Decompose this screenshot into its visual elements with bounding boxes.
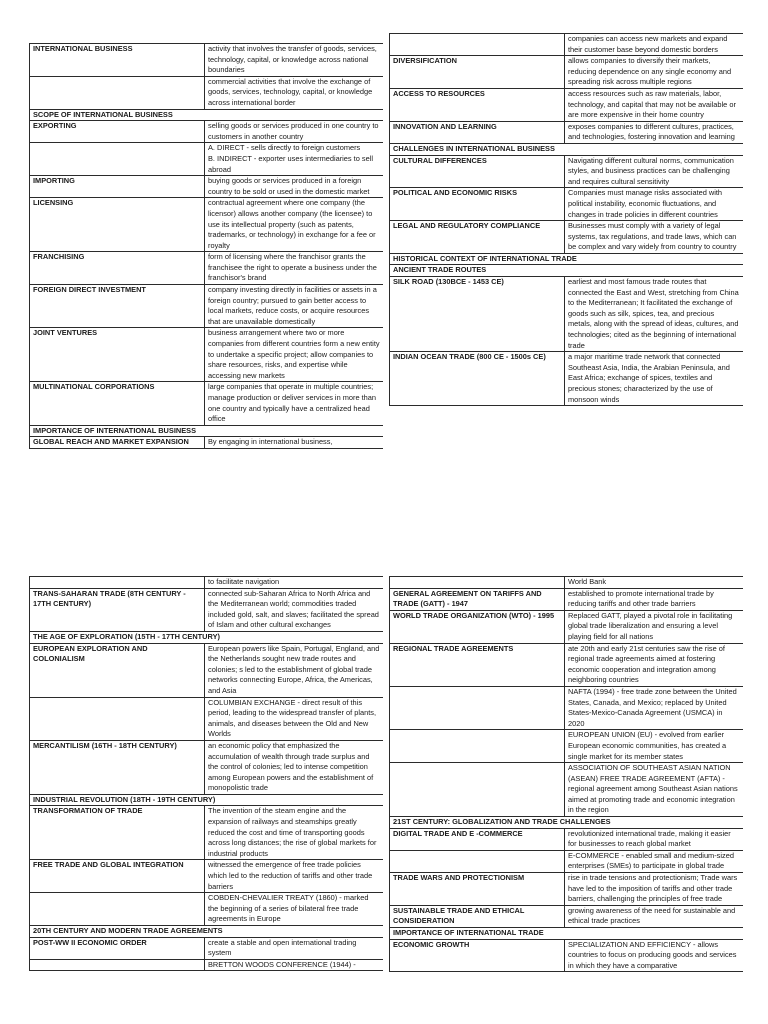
notes-panel-bottom-left	[29, 576, 383, 1024]
table-body	[30, 44, 384, 449]
term-cell: FREE TRADE AND GLOBAL INTEGRATION	[30, 860, 205, 893]
term-cell: INTERNATIONAL BUSINESS	[30, 44, 205, 77]
term-cell: WORLD TRADE ORGANIZATION (WTO) - 1995	[390, 610, 565, 643]
section-header: SCOPE OF INTERNATIONAL BUSINESS	[30, 109, 384, 121]
section-header-row	[30, 109, 384, 121]
notes-panel-top-right	[389, 33, 743, 508]
table-row	[390, 277, 744, 352]
table-row	[390, 873, 744, 906]
table-body	[390, 34, 744, 406]
table-row	[30, 860, 384, 893]
section-header-row	[390, 817, 744, 829]
table-row	[390, 905, 744, 927]
table-row	[30, 806, 384, 860]
term-cell: INDIAN OCEAN TRADE (800 CE - 1500s CE)	[390, 352, 565, 406]
table-row	[390, 188, 744, 221]
definition-cell: selling goods or services produced in one country to customers in another country	[205, 121, 384, 143]
table-row	[390, 730, 744, 763]
definition-cell: established to promote international trade by reducing tariffs and other trade barriers	[565, 588, 744, 610]
table-row	[390, 155, 744, 188]
table-row	[390, 34, 744, 56]
table-row	[30, 437, 384, 449]
term-cell: LICENSING	[30, 198, 205, 252]
definition-cell: Navigating different cultural norms, communication styles, and business practices can be challenging and requires cultural sensitivity	[565, 155, 744, 188]
section-header: CHALLENGES IN INTERNATIONAL BUSINESS	[390, 143, 744, 155]
term-cell	[390, 577, 565, 589]
definition-cell: Replaced GATT, played a pivotal role in facilitating global trade liberalization and ensuring a level playing field for all nations	[565, 610, 744, 643]
term-cell: LEGAL AND REGULATORY COMPLIANCE	[390, 221, 565, 254]
table-body	[30, 577, 384, 971]
definition-cell: to facilitate navigation	[205, 577, 384, 589]
definition-cell: By engaging in international business,	[205, 437, 384, 449]
definition-cell: growing awareness of the need for sustainable and ethical trade practices	[565, 905, 744, 927]
table-row	[30, 577, 384, 589]
definition-cell: European powers like Spain, Portugal, England, and the Netherlands sought new trade routes and colonies; s led to the establishment of global trade networks connecting Europe, Africa, the Americas, and Asia	[205, 643, 384, 697]
table-row	[390, 56, 744, 89]
definition-cell: exposes companies to different cultures, practices, and technologies, fostering innovation and learning	[565, 121, 744, 143]
term-cell: TRANS-SAHARAN TRADE (8TH CENTURY - 17TH CENTURY)	[30, 588, 205, 631]
table-row	[390, 828, 744, 850]
term-cell: DIGITAL TRADE AND E -COMMERCE	[390, 828, 565, 850]
table-row	[390, 121, 744, 143]
term-cell: GENERAL AGREEMENT ON TARIFFS AND TRADE (GATT) - 1947	[390, 588, 565, 610]
notes-table	[389, 576, 743, 972]
section-header-row	[30, 794, 384, 806]
table-row	[30, 44, 384, 77]
definition-cell: COLUMBIAN EXCHANGE - direct result of this period, leading to the widespread transfer of plants, animals, and diseases between the Old and New Worlds	[205, 697, 384, 740]
term-cell: TRANSFORMATION OF TRADE	[30, 806, 205, 860]
section-header: IMPORTANCE OF INTERNATIONAL BUSINESS	[30, 425, 384, 437]
definition-cell: connected sub-Saharan Africa to North Africa and the Mediterranean world; commodities traded included gold, salt, and slaves; facilitated the spread of Islam and other cultural exchanges	[205, 588, 384, 631]
table-row	[390, 939, 744, 972]
term-cell: MULTINATIONAL CORPORATIONS	[30, 382, 205, 425]
definition-cell: BRETTON WOODS CONFERENCE (1944) -	[205, 959, 384, 971]
term-cell: ACCESS TO RESOURCES	[390, 88, 565, 121]
term-cell	[390, 850, 565, 872]
definition-cell: ate 20th and early 21st centuries saw the rise of regional trade agreements aimed at fostering economic cooperation and integration among neighboring countries	[565, 643, 744, 686]
term-cell	[30, 697, 205, 740]
term-cell	[390, 686, 565, 729]
table-row	[390, 352, 744, 406]
table-row	[30, 959, 384, 971]
term-cell	[390, 34, 565, 56]
table-row	[30, 328, 384, 382]
table-body	[390, 577, 744, 972]
term-cell	[30, 577, 205, 589]
section-header: ANCIENT TRADE ROUTES	[390, 265, 744, 277]
term-cell: SILK ROAD (130BCE - 1453 CE)	[390, 277, 565, 352]
definition-cell: activity that involves the transfer of goods, services, technology, capital, or knowledge across national boundaries	[205, 44, 384, 77]
definition-cell: Companies must manage risks associated with political instability, economic fluctuations, and changes in trade policies in different countries	[565, 188, 744, 221]
term-cell: EXPORTING	[30, 121, 205, 143]
section-header-row	[30, 631, 384, 643]
term-cell	[30, 959, 205, 971]
table-row	[30, 76, 384, 109]
table-row	[390, 610, 744, 643]
table-row	[390, 88, 744, 121]
definition-cell: NAFTA (1994) - free trade zone between the United States, Canada, and Mexico; replaced by United States-Mexico-Canada Agreement (USMCA) in 2020	[565, 686, 744, 729]
section-header-row	[30, 926, 384, 938]
table-row	[30, 121, 384, 143]
table-row	[30, 893, 384, 926]
notes-panel-bottom-right	[389, 576, 743, 1024]
section-header: 20TH CENTURY AND MODERN TRADE AGREEMENTS	[30, 926, 384, 938]
table-row	[390, 850, 744, 872]
definition-cell: A. DIRECT - sells directly to foreign customers B. INDIRECT - exporter uses intermediaries to sell abroad	[205, 143, 384, 176]
notes-table	[389, 33, 743, 406]
definition-cell: revolutionized international trade, making it easier for businesses to reach global market	[565, 828, 744, 850]
table-row	[30, 937, 384, 959]
table-row	[390, 643, 744, 686]
term-cell: TRADE WARS AND PROTECTIONISM	[390, 873, 565, 906]
definition-cell: buying goods or services produced in a foreign country to be sold or used in the domestic market	[205, 176, 384, 198]
table-row	[30, 643, 384, 697]
section-header-row	[30, 425, 384, 437]
definition-cell: allows companies to diversify their markets, reducing dependence on any single economy and spreading risk across multiple regions	[565, 56, 744, 89]
table-row	[390, 577, 744, 589]
definition-cell: a major maritime trade network that connected Southeast Asia, India, the Arabian Peninsula, and East Africa; exchange of spices, textiles and precious stones; characterized by the use of monsoon winds	[565, 352, 744, 406]
section-header: THE AGE OF EXPLORATION (15TH - 17TH CENTURY)	[30, 631, 384, 643]
notes-panel-top-left	[29, 43, 383, 508]
definition-cell: access resources such as raw materials, labor, technology, and capital that may not be available or are more expensive in their home country	[565, 88, 744, 121]
definition-cell: earliest and most famous trade routes that connected the East and West, stretching from China to the Mediterranean; It facilitated the exchange of goods such as silk, spices, tea, and precious metals, along with the spread of ideas, cultures, and technologies; cited as the beginning of international trade	[565, 277, 744, 352]
notes-table	[29, 576, 383, 971]
section-header-row	[390, 253, 744, 265]
notes-table	[29, 43, 383, 449]
table-row	[30, 382, 384, 425]
section-header: 21ST CENTURY: GLOBALIZATION AND TRADE CHALLENGES	[390, 817, 744, 829]
definition-cell: an economic policy that emphasized the accumulation of wealth through trade surplus and the control of colonies; led to intense competition among European powers and the establishment of monopolistic trade	[205, 740, 384, 794]
term-cell	[30, 76, 205, 109]
definition-cell: commercial activities that involve the exchange of goods, services, technology, capital, or knowledge across international border	[205, 76, 384, 109]
table-row	[30, 252, 384, 285]
definition-cell: form of licensing where the franchisor grants the franchisee the right to operate a business under the franchisor's brand	[205, 252, 384, 285]
term-cell: POLITICAL AND ECONOMIC RISKS	[390, 188, 565, 221]
definition-cell: create a stable and open international trading system	[205, 937, 384, 959]
table-row	[30, 198, 384, 252]
definition-cell: rise in trade tensions and protectionism; Trade wars have led to the imposition of tariffs and other trade barriers, challenging the principles of free trade	[565, 873, 744, 906]
definition-cell: COBDEN-CHEVALIER TREATY (1860) - marked the beginning of a series of bilateral free trade agreements in Europe	[205, 893, 384, 926]
definition-cell: E-COMMERCE - enabled small and medium-sized enterprises (SMEs) to participate in global trade	[565, 850, 744, 872]
term-cell: SUSTAINABLE TRADE AND ETHICAL CONSIDERATION	[390, 905, 565, 927]
table-row	[30, 176, 384, 198]
term-cell	[30, 143, 205, 176]
section-header: INDUSTRIAL REVOLUTION (18TH - 19TH CENTURY)	[30, 794, 384, 806]
section-header-row	[390, 265, 744, 277]
term-cell: INNOVATION AND LEARNING	[390, 121, 565, 143]
term-cell: ECONOMIC GROWTH	[390, 939, 565, 972]
table-row	[30, 285, 384, 328]
definition-cell: contractual agreement where one company (the licensor) allows another company (the licensee) to use its intellectual property (such as patents, trademarks, or technology) in exchange for a fee or royalty	[205, 198, 384, 252]
term-cell: POST-WW II ECONOMIC ORDER	[30, 937, 205, 959]
definition-cell: EUROPEAN UNION (EU) - evolved from earlier European economic communities, has created a single market for its member states	[565, 730, 744, 763]
definition-cell: companies can access new markets and expand their customer base beyond domestic borders	[565, 34, 744, 56]
definition-cell: The invention of the steam engine and the expansion of railways and steamships greatly reduced the cost and time of transporting goods across long distances; the rise of global markets for industrial products	[205, 806, 384, 860]
term-cell	[30, 893, 205, 926]
table-row	[30, 143, 384, 176]
term-cell: GLOBAL REACH AND MARKET EXPANSION	[30, 437, 205, 449]
definition-cell: company investing directly in facilities or assets in a foreign country; pursued to gain better access to local markets, reduce costs, or acquire resources that are unavailable domestically	[205, 285, 384, 328]
term-cell: MERCANTILISM (16TH - 18TH CENTURY)	[30, 740, 205, 794]
term-cell: EUROPEAN EXPLORATION AND COLONIALISM	[30, 643, 205, 697]
term-cell: CULTURAL DIFFERENCES	[390, 155, 565, 188]
definition-cell: business arrangement where two or more companies from different countries form a new entity to undertake a specific project; allow companies to share resources, risks, and expertise while accessing new markets	[205, 328, 384, 382]
definition-cell: World Bank	[565, 577, 744, 589]
definition-cell: Businesses must comply with a variety of legal systems, tax regulations, and trade laws, which can be complex and vary widely from country to country	[565, 221, 744, 254]
table-row	[30, 740, 384, 794]
definition-cell: SPECIALIZATION AND EFFICIENCY - allows countries to focus on producing goods and services in which they have a comparative	[565, 939, 744, 972]
term-cell	[390, 763, 565, 817]
table-row	[390, 763, 744, 817]
term-cell: FOREIGN DIRECT INVESTMENT	[30, 285, 205, 328]
term-cell: JOINT VENTURES	[30, 328, 205, 382]
table-row	[390, 588, 744, 610]
term-cell	[390, 730, 565, 763]
definition-cell: witnessed the emergence of free trade policies which led to the reduction of tariffs and other trade barriers	[205, 860, 384, 893]
definition-cell: large companies that operate in multiple countries; manage production or deliver services in more than one country and typically have a centralized head office	[205, 382, 384, 425]
table-row	[390, 686, 744, 729]
table-row	[390, 221, 744, 254]
section-header-row	[390, 928, 744, 940]
section-header-row	[390, 143, 744, 155]
term-cell: FRANCHISING	[30, 252, 205, 285]
term-cell: IMPORTING	[30, 176, 205, 198]
section-header: IMPORTANCE OF INTERNATIONAL TRADE	[390, 928, 744, 940]
section-header: HISTORICAL CONTEXT OF INTERNATIONAL TRADE	[390, 253, 744, 265]
term-cell: DIVERSIFICATION	[390, 56, 565, 89]
table-row	[30, 588, 384, 631]
term-cell: REGIONAL TRADE AGREEMENTS	[390, 643, 565, 686]
table-row	[30, 697, 384, 740]
definition-cell: ASSOCIATION OF SOUTHEAST ASIAN NATION (ASEAN) FREE TRADE AGREEMENT (AFTA) - regional agreement among Southeast Asian nations aimed at promoting trade and economic integration in the region	[565, 763, 744, 817]
